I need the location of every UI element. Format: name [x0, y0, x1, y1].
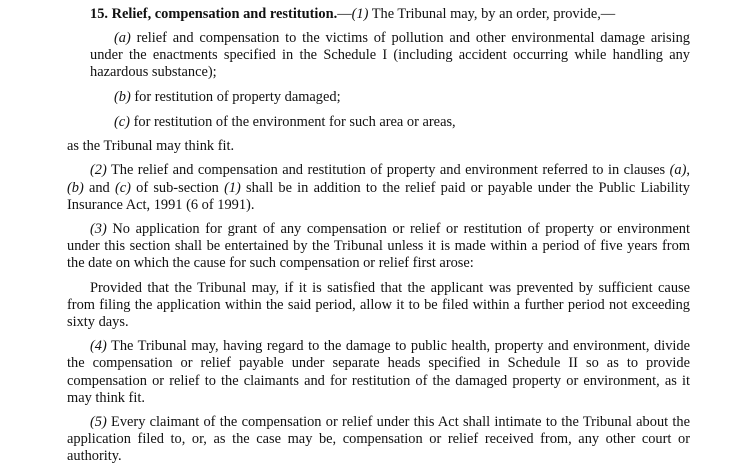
subsection-5-number: (5)	[90, 414, 107, 431]
subsection-3-text: No application for grant of any compensation or relief or restitution of property or environment under this section shall be entertained by the Tribunal unless it is made within a period of five years from the date on which the cause for such compensation or relief first arose:	[67, 221, 690, 272]
subsection-ref-1: (1)	[224, 179, 241, 196]
subsection-2-text-1: The relief and compensation and restitution of property and environment referred to in clauses	[106, 162, 670, 179]
clause-a-letter: (a)	[114, 29, 131, 46]
clause-b	[67, 89, 690, 106]
subsection-2-text-4: of sub-section	[130, 179, 225, 196]
subsection-3-number: (3)	[90, 221, 107, 238]
subsection-2-text-5: shall be in addition to the relief paid or payable under the Public Liability Insurance Act, 1991 (6 of 1991).	[67, 179, 690, 213]
clause-c-text: for restitution of the environment for such area or areas,	[129, 113, 456, 130]
clause-a	[67, 30, 690, 82]
clause-b-text: for restitution of property damaged;	[130, 88, 341, 105]
subsection-2-text-2: ,	[686, 162, 690, 179]
proviso: Provided that the Tribunal may, if it is satisfied that the applicant was prevented by sufficient cause from filing the application within the said period, allow it to be filed within a further period not exceeding sixty days.	[67, 279, 690, 331]
clause-ref-a: (a)	[669, 162, 687, 179]
clause-a-text: relief and compensation to the victims of pollution and other environmental damage arising under the enactments specified in the Schedule I (including accident occurring while handling any hazardous substance);	[90, 29, 690, 81]
heading-dash: —	[337, 6, 352, 22]
subsection-1-number: (1)	[351, 6, 369, 22]
clause-c	[67, 114, 690, 131]
subsection-2-text-3: and	[83, 179, 115, 196]
subsection-4	[67, 338, 690, 407]
section-title: Relief, compensation and restitution.	[111, 6, 338, 22]
subsection-4-text: The Tribunal may, having regard to the damage to public health, property and environment, divide the compensation or relief payable under separate heads specified in Schedule II so as to provide compensation or relief to the claimants and for restitution of the damaged property or environment, as it may think fit.	[67, 338, 690, 406]
section-heading	[67, 6, 690, 23]
clause-tail: as the Tribunal may think fit.	[67, 138, 235, 155]
clause-ref-c: (c)	[114, 179, 131, 196]
subsection-3	[67, 221, 690, 273]
clause-b-letter: (b)	[114, 88, 131, 105]
subsection-2	[67, 162, 690, 214]
clause-c-letter: (c)	[114, 113, 130, 130]
section-number: 15.	[90, 6, 108, 22]
subsection-2-number: (2)	[90, 162, 107, 179]
subsection-4-number: (4)	[90, 338, 107, 355]
subsection-5	[67, 414, 690, 466]
subsection-1-text: The Tribunal may, by an order, provide,—	[368, 6, 616, 22]
subsection-5-text: Every claimant of the compensation or relief under this Act shall intimate to the Tribunal about the application filed to, or, as the case may be, compensation or relief received from, any other court or authority.	[67, 414, 690, 465]
document-page	[67, 6, 690, 466]
clause-ref-b: (b)	[67, 179, 84, 196]
